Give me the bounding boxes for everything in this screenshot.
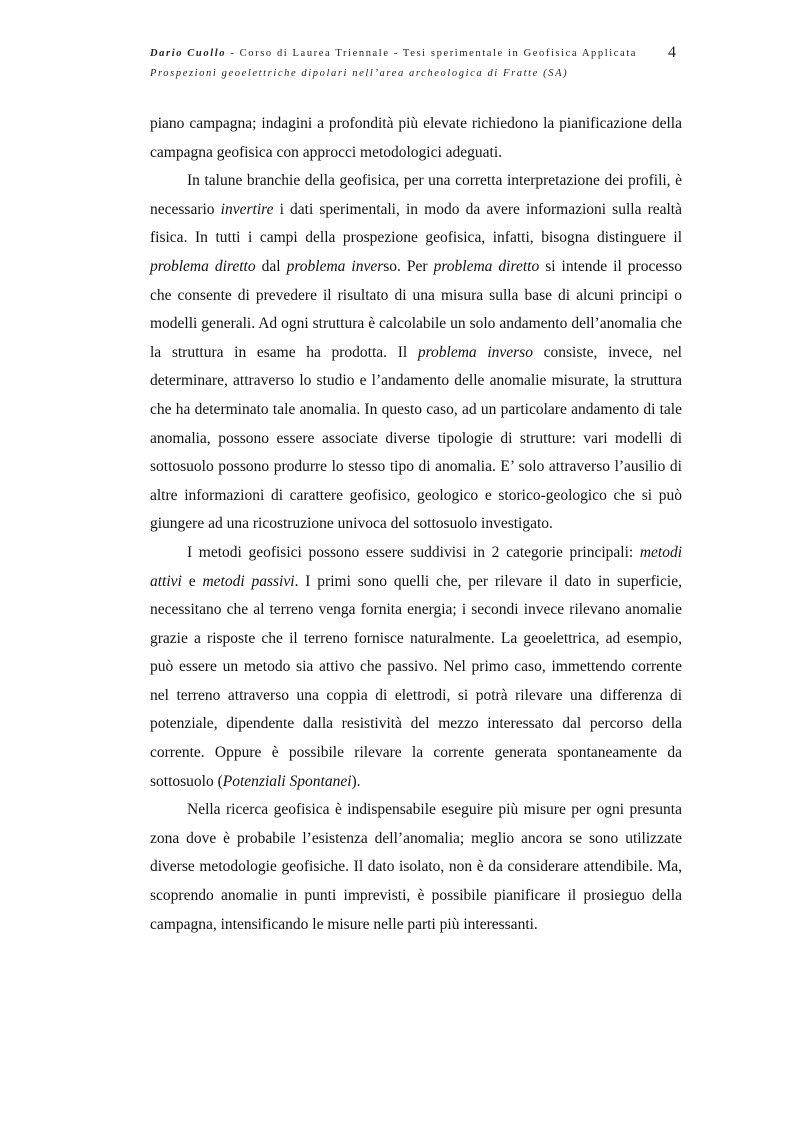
p3-text-1: I metodi geofisici possono essere suddivisi in 2 categorie principali: [187, 543, 640, 561]
body-text [150, 110, 682, 939]
p3-emphasis-potenziali-spontanei: Potenziali Spontanei [222, 772, 352, 790]
p3-text-3: . I primi sono quelli che, per rilevare il dato in superficie, necessitano che al terreno venga fornita energia; i secondi invece rilevano anomalie grazie a risposte che il terreno fornisce naturalmente. La geoelettrica, ad esempio, può essere un metodo sia attivo che passivo. Nel primo caso, immettendo corrente nel terreno attraverso una coppia di elettrodi, si potrà rilevare una differenza di potenziale, dipendente dalla resistività del mezzo interessato dal percorso della corrente. Oppure è possibile rilevare la corrente generata spontaneamente da sottosuolo ( [150, 572, 682, 790]
paragraph-4: Nella ricerca geofisica è indispensabile eseguire più misure per ogni presunta zona dove è probabile l’esistenza dell’anomalia; meglio ancora se sono utilizzate diverse metodologie geofisiche. Il dato isolato, non è da considerare attendibile. Ma, scoprendo anomalie in punti imprevisti, è possibile pianificare il prosieguo della campagna, intensificando le misure nelle parti più interessanti. [150, 801, 682, 933]
p3-emphasis-metodi-attivi: metodi attivi [150, 543, 682, 590]
p2-emphasis-problema-inverso: problema inver [286, 257, 384, 275]
p3-text-2: e [181, 572, 203, 590]
p2-emphasis-invertire: invertire [220, 200, 274, 218]
page-number: 4 [668, 44, 676, 61]
header-subtitle: Prospezioni geoelettriche dipolari nell’area archeologica di Fratte (SA) [150, 68, 569, 79]
p2-text-1: In talune branchie della geofisica, per una corretta interpretazione dei profili, è necessario [150, 172, 682, 218]
p2-emphasis-problema-diretto: problema diretto [150, 257, 256, 275]
paragraph-3 [150, 539, 682, 796]
p2-text-5: si intende il processo che consente di prevedere il risultato di una misura sulla base di alcuni principi o modelli generali. Ad ogni struttura è calcolabile un solo andamento dell’anomalia che la struttura in esame ha prodotta. Il [150, 257, 683, 361]
p2-text-4: so. Per [383, 257, 434, 275]
paragraph-1: piano campagna; indagini a profondità più elevate richiedono la pianificazione della campagna geofisica con approcci metodologici adeguati. [150, 115, 682, 161]
running-header [150, 44, 638, 84]
p2-text-2: i dati sperimentali, in modo da avere informazioni sulla realtà fisica. In tutti i campi della prospezione geofisica, infatti, bisogna distinguere il [150, 200, 682, 247]
p3-text-4: ). [351, 772, 361, 790]
p2-text-3: dal [255, 257, 287, 275]
paragraph-2 [150, 167, 682, 539]
header-course: - Corso di Laurea Triennale - Tesi sperimentale in Geofisica Applicata [226, 48, 638, 59]
p2-text-6: consiste, invece, nel determinare, attraverso lo studio e l’andamento delle anomalie misurate, la struttura che ha determinato tale anomalia. In questo caso, ad un particolare andamento di tale anomalia, possono essere associate diverse tipologie di strutture: vari modelli di sottosuolo possono produrre lo stesso tipo di anomalia. E’ solo attraverso l’ausilio di altre informazioni di carattere geofisico, geologico e storico-geologico che si può giungere ad una ricostruzione univoca del sottosuolo investigato. [150, 343, 682, 533]
p2-emphasis-problema-diretto-2: problema diretto [433, 257, 540, 275]
header-line-1 [150, 44, 638, 64]
header-author: Dario Cuollo [150, 48, 227, 59]
p2-emphasis-problema-inverso-2: problema inverso [417, 343, 533, 361]
p3-emphasis-metodi-passivi: metodi passivi [202, 572, 295, 590]
